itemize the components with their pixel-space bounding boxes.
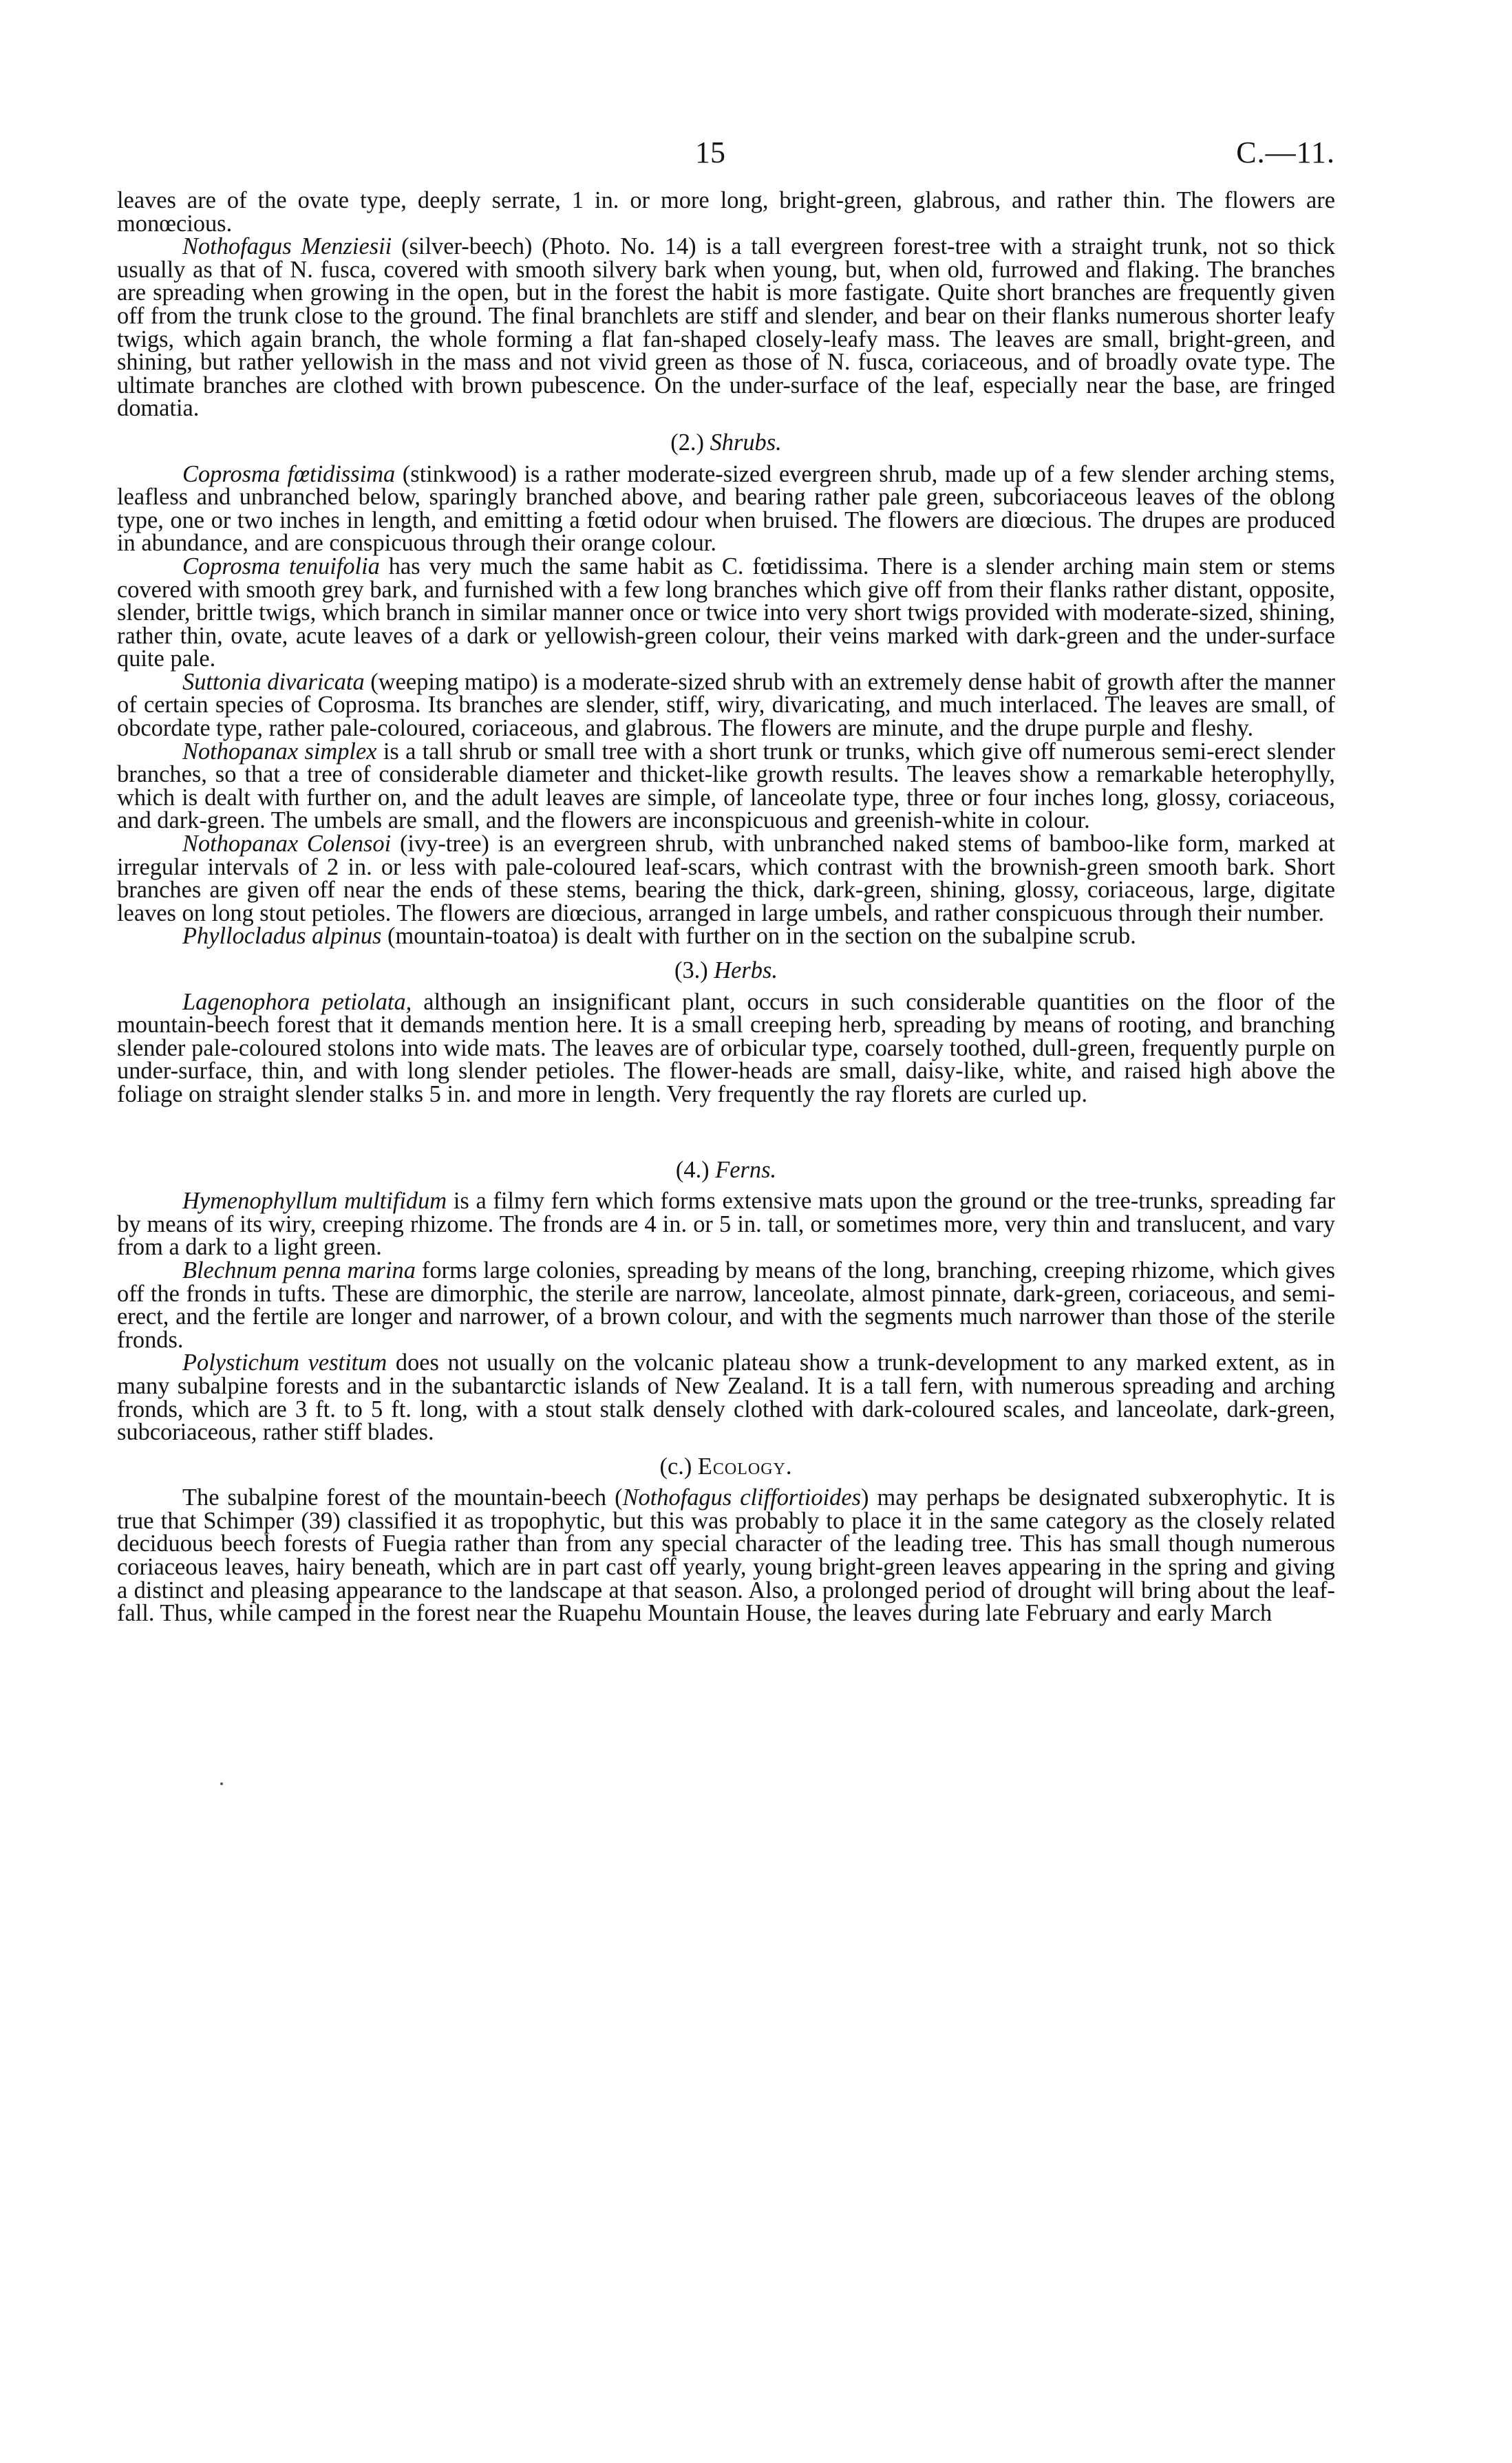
page-number: 15 — [695, 136, 725, 169]
paragraph-nothopanax-colensoi — [117, 833, 1335, 925]
document-page — [117, 138, 1335, 2429]
paragraph-text: has very much the same habit as C. fœtidissima. There is a slender arching main stem or stems covered with smooth grey bark, and furnished with a few long branches which give off from their flanks rather distant, opposite, slender, brittle twigs, which branch in similar manner once or twice into very short twigs provided with moderate-sized, shining, rather thin, ovate, acute leaves of a dark or yellowish-green colour, their veins marked with dark-green and the under-surface quite pale. — [117, 553, 1335, 672]
paragraph-text: although an insignificant plant, occurs in such considerable quantities on the floor of the mountain-beech forest that it demands mention here. It is a small creeping herb, spreading by means of rooting, and branching slender pale-coloured stolons into wide mats. The leaves are of orbicular type, coarsely toothed, dull-green, frequently purple on under-surface, thin, and with long slender petioles. The flower-heads are small, daisy-like, white, and raised high above the foliage on straight slender stalks 5 in. and more in length. Very frequently the ray florets are curled up. — [117, 988, 1335, 1107]
heading-number: (2.) — [670, 429, 710, 456]
paragraph-ecology — [117, 1486, 1335, 1625]
species-name: Nothofagus Menziesii — [182, 233, 392, 260]
paragraph-coprosma-foetidissima — [117, 460, 1335, 557]
page-header — [117, 138, 1335, 189]
paragraph-text-end: ) may perhaps be designated subxerophytic. It is true that Schimper (39) classified it as tropophytic, but this was probably to place it in the same category as the closely related deciduous beech forests of Fuegia rather than from any special character of the leading tree. This has small though numerous coriaceous leaves, hairy beneath, which are in part cast off yearly, young bright-green leaves appearing in the spring and giving a distinct and pleasing appearance to the landscape at that season. Also, a prolonged period of drought will bring about the leaf-fall. Thus, while camped in the forest near the Ruapehu Mountain House, the leaves during late February and early March — [117, 1484, 1335, 1627]
species-name: Lagenophora petiolata, — [182, 988, 412, 1015]
paragraph-text: forms large colonies, spreading by means of the long, branching, creeping rhizome, which gives off the fronds in tufts. These are dimorphic, the sterile are narrow, lanceolate, almost pinnate, dark-green, coriaceous, and semi-erect, and the fertile are longer and narrower, of a brown colour, and with the segments much narrower than those of the sterile fronds. — [117, 1257, 1335, 1353]
paragraph-hymenophyllum-multifidum — [117, 1190, 1335, 1259]
heading-label: Ecology. — [697, 1453, 793, 1480]
species-name: Nothopanax Colensoi — [182, 831, 392, 857]
paragraph-suttonia-divaricata — [117, 668, 1335, 742]
species-name: Blechnum penna marina — [182, 1257, 416, 1283]
heading-label: Shrubs. — [710, 429, 782, 456]
heading-number: (c.) — [659, 1453, 698, 1480]
paragraph-text: does not usually on the volcanic plateau show a trunk-development to any marked extent, as in many subalpine forests and in the subantarctic islands of New Zealand. It is a tall fern, with numerous spreading and arching fronds, which are 3 ft. to 5 ft. long, with a stout stalk densely clothed with dark-coloured scales, and lanceolate, dark-green, subcoriaceous, rather stiff blades. — [117, 1350, 1335, 1446]
species-name: Phyllocladus alpinus — [182, 923, 382, 950]
paragraph-text: (mountain-toatoa) is dealt with further on in the section on the subalpine scrub. — [381, 923, 1136, 950]
paragraph-text: is a tall shrub or small tree with a short trunk or trunks, which give off numerous semi-erect slender branches, so that a tree of considerable diameter and thicket-like growth results. The leaves show a remarkable heterophylly, which is dealt with further on, and the adult leaves are simple, of lanceolate type, three or four inches long, glossy, coriaceous, and dark-green. The umbels are small, and the flowers are inconspicuous and greenish-white in colour. — [117, 738, 1335, 834]
paragraph-text: (weeping matipo) is a moderate-sized shrub with an extremely dense habit of growth after the manner of certain species of Coprosma. Its branches are slender, stiff, wiry, divaricating, and much interlaced. The leaves are small, of obcordate type, rather pale-coloured, coriaceous, and glabrous. The flowers are minute, and the drupe purple and fleshy. — [117, 668, 1335, 742]
heading-number: (3.) — [674, 957, 714, 983]
heading-label: Herbs. — [714, 957, 778, 983]
paragraph-nothofagus-menziesii — [117, 235, 1335, 420]
heading-label: Ferns. — [715, 1156, 777, 1183]
paragraph-continued: leaves are of the ovate type, deeply serrate, 1 in. or more long, bright-green, glabrous, and rather thin. The flowers are monœcious. — [117, 187, 1335, 237]
paragraph-nothopanax-simplex — [117, 740, 1335, 833]
paragraph-phyllocladus-alpinus — [117, 925, 1335, 948]
species-name: Nothopanax simplex — [182, 738, 377, 765]
paragraph-coprosma-tenuifolia — [117, 555, 1335, 671]
paragraph-text: (stinkwood) is a rather moderate-sized evergreen shrub, made up of a few slender arching stems, leafless and unbranched below, sparingly branched above, and bearing rather pale green, subcoriaceous leaves of the oblong type, one or two inches in length, and emitting a fœtid odour when bruised. The flowers are diœcious. The drupes are produced in abundance, and are conspicuous through their orange colour. — [117, 460, 1335, 557]
paragraph-text: is a filmy fern which forms extensive mats upon the ground or the tree-trunks, spreading far by means of its wiry, creeping rhizome. The fronds are 4 in. or 5 in. tall, or sometimes more, very thin and translucent, and vary from a dark to a light green. — [117, 1188, 1336, 1261]
heading-number: (4.) — [675, 1156, 716, 1183]
species-name: Hymenophyllum multifidum — [182, 1188, 447, 1215]
heading-ecology — [117, 1453, 1335, 1480]
species-name: Polystichum vestitum — [182, 1350, 387, 1376]
heading-shrubs — [117, 431, 1335, 455]
paragraph-blechnum-penna-marina — [117, 1259, 1335, 1352]
species-name: Suttonia divaricata — [182, 668, 365, 695]
species-name: Nothofagus cliffortioides — [622, 1484, 862, 1511]
paragraph-text: (ivy-tree) is an evergreen shrub, with unbranched naked stems of bamboo-like form, marked at irregular intervals of 2 in. or less with pale-coloured leaf-scars, which contrast with the brownish-green smooth bark. Short branches are given off near the ends of these stems, bearing the thick, dark-green, shining, glossy, coriaceous, large, digitate leaves on long stout petioles. The flowers are diœcious, arranged in large umbels, and rather conspicuous through their number. — [117, 831, 1335, 926]
document-reference: C.—11. — [1236, 136, 1335, 169]
stray-mark — [220, 1782, 223, 1785]
heading-herbs — [117, 959, 1335, 983]
paragraph-lagenophora-petiolata — [117, 988, 1335, 1107]
section-gap — [117, 1107, 1335, 1148]
paragraph-text: (silver-beech) (Photo. No. 14) is a tall evergreen forest-tree with a straight trunk, not so thick usually as that of N. fusca, covered with smooth silvery bark when young, but, when old, furrowed and flaking. The branches are spreading when growing in the open, but in the forest the habit is more fastigate. Quite short branches are frequently given off from the trunk close to the ground. The final branchlets are stiff and slender, and bear on their flanks numerous shorter leafy twigs, which again branch, the whole forming a flat fan-shaped closely-leafy mass. The leaves are small, bright-green, and shining, but rather yellowish in the mass and not vivid green as those of N. fusca, coriaceous, and of broadly ovate type. The ultimate branches are clothed with brown pubescence. On the under-surface of the leaf, especially near the base, are fringed domatia. — [117, 233, 1335, 422]
species-name: Coprosma tenuifolia — [182, 553, 380, 579]
species-name: Coprosma fœtidissima — [182, 460, 396, 487]
paragraph-text-start: The subalpine forest of the mountain-beech ( — [182, 1484, 623, 1511]
heading-ferns — [117, 1156, 1335, 1183]
paragraph-polystichum-vestitum — [117, 1352, 1335, 1444]
